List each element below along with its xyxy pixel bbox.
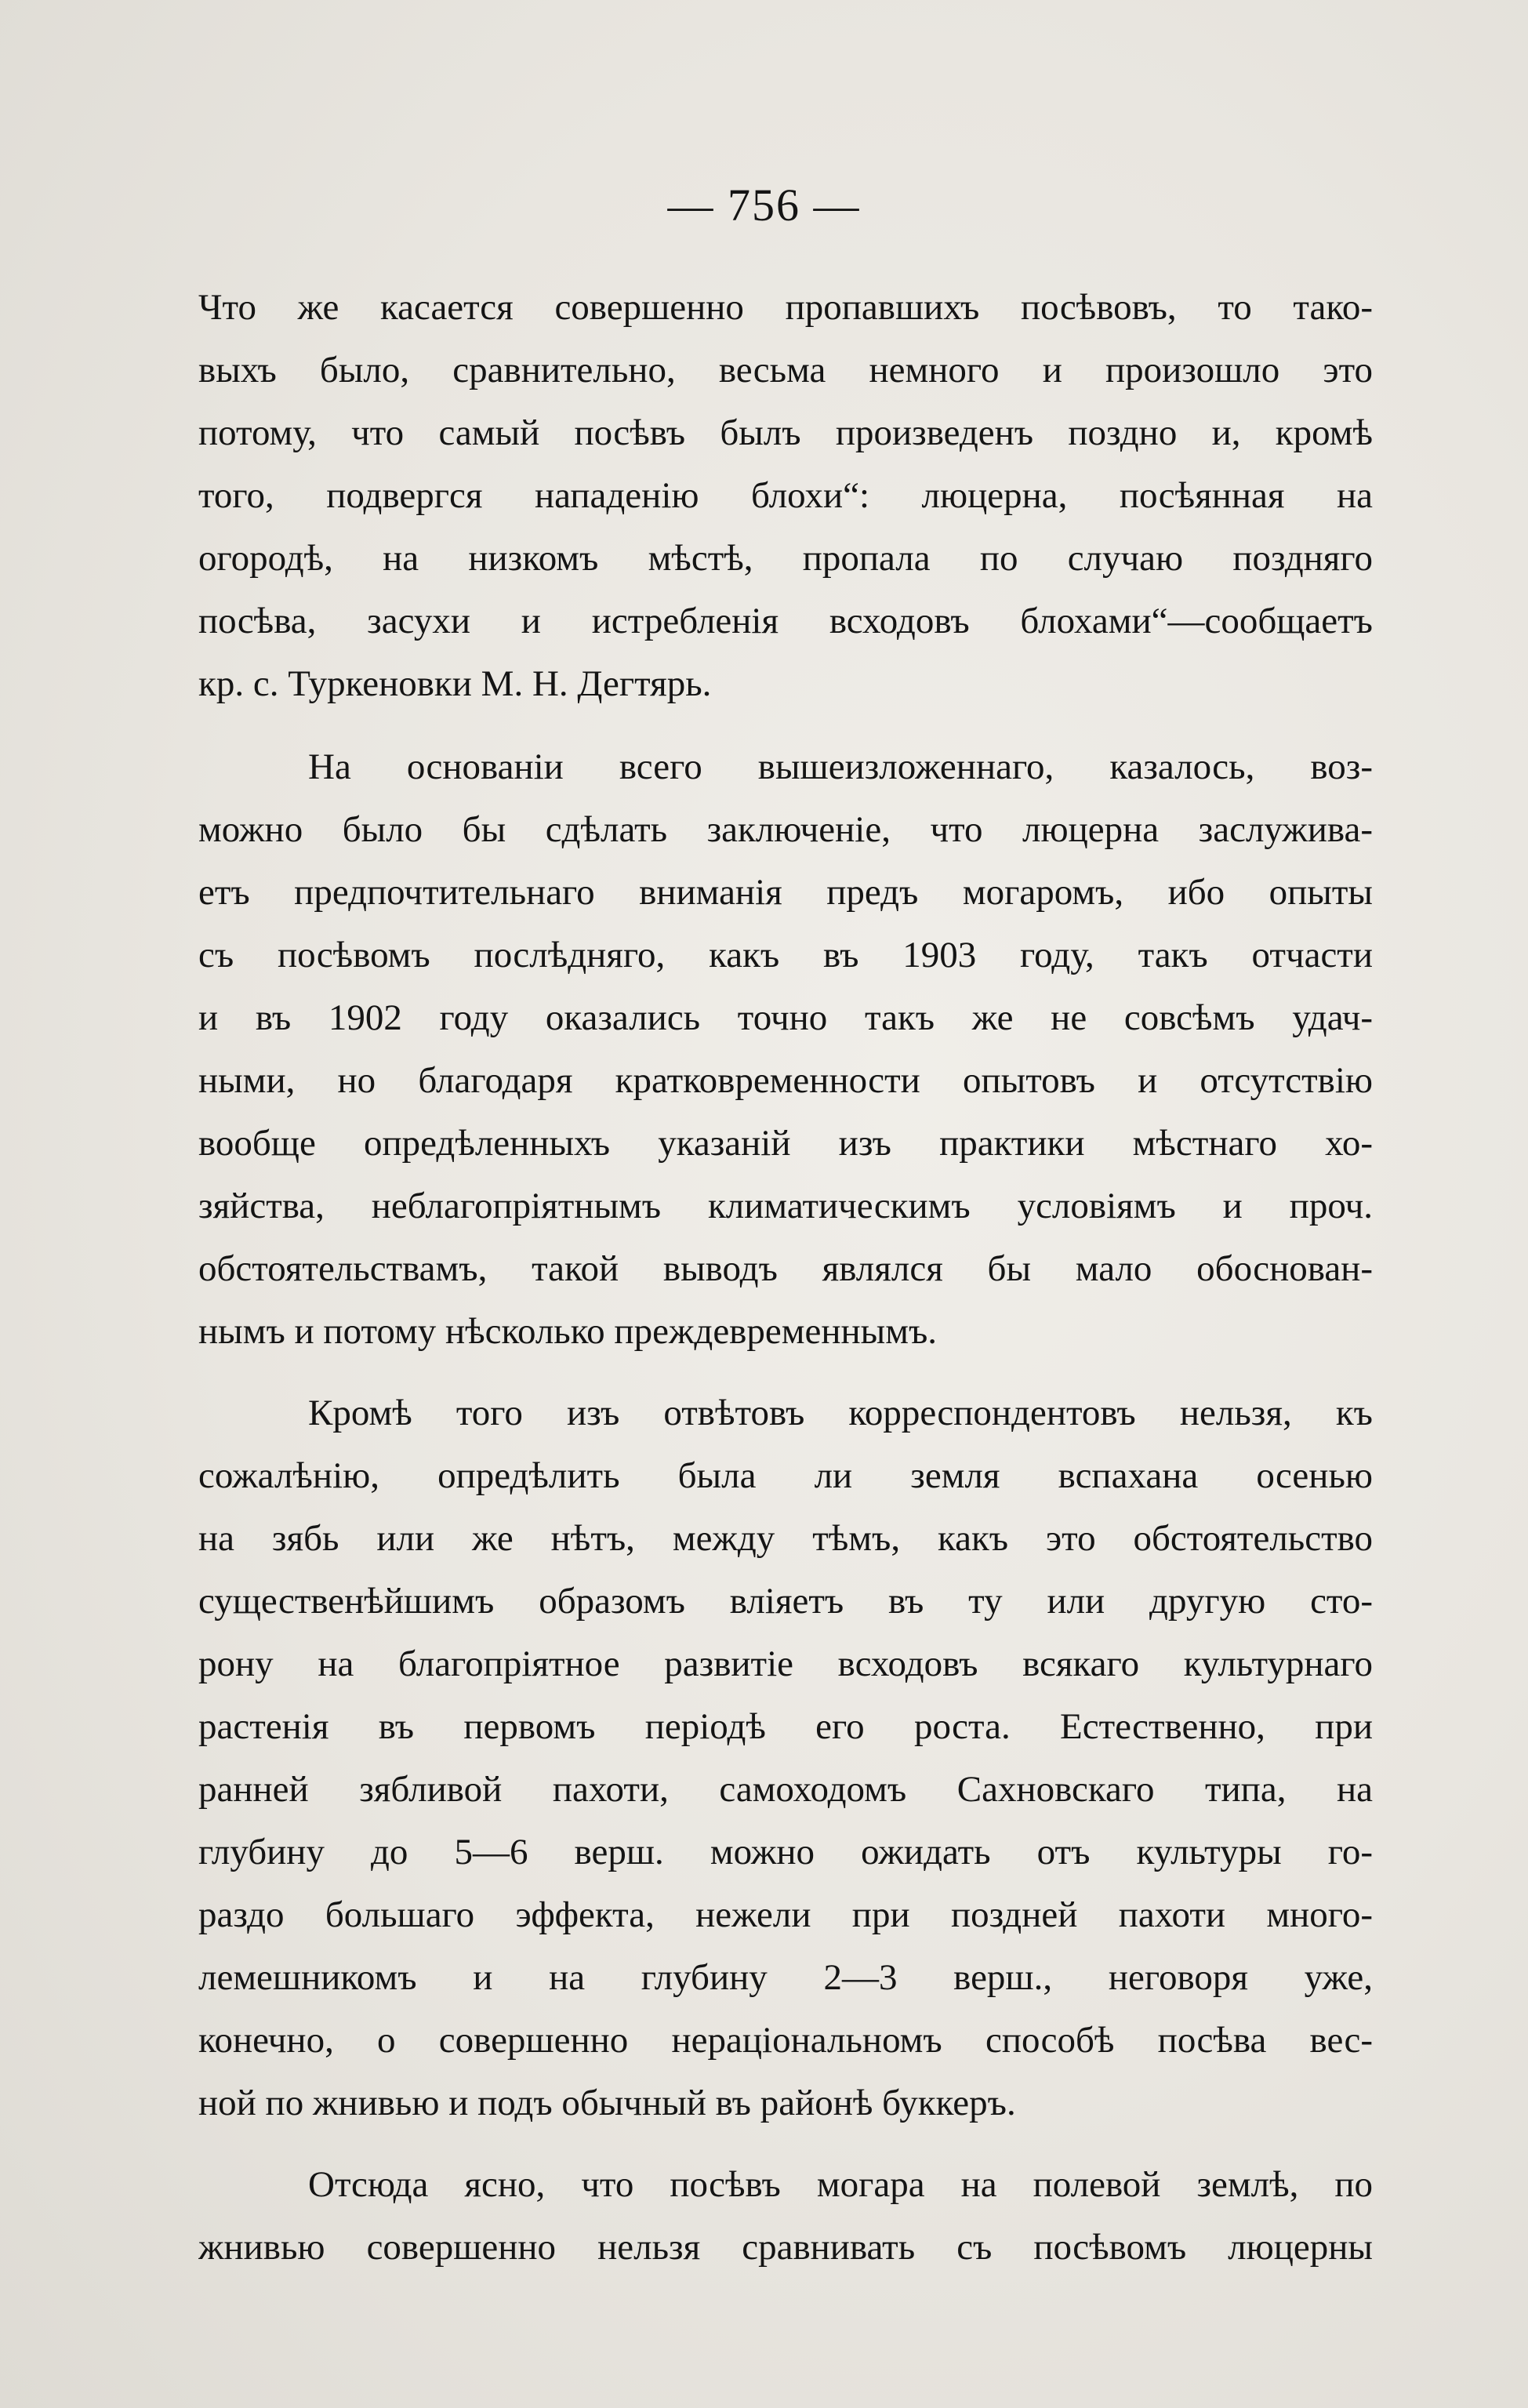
text-line: ными, но благодаря кратковременности опытовъ и отсутствію	[198, 1060, 1373, 1101]
text-line: вообще опредѣленныхъ указаній изъ практики мѣстнаго хо-	[198, 1123, 1373, 1164]
text-line: сожалѣнію, опредѣлить была ли земля вспахана осенью	[198, 1455, 1373, 1496]
page-number: — 756 —	[667, 180, 861, 231]
text-line: Отсюда ясно, что посѣвъ могара на полевой землѣ, по	[308, 2164, 1373, 2205]
text-line: нымъ и потому нѣсколько преждевременнымъ.	[198, 1311, 938, 1352]
text-line: глубину до 5—6 верш. можно ожидать отъ культуры го-	[198, 1832, 1373, 1872]
text-line: На основаніи всего вышеизложеннаго, казалось, воз-	[308, 746, 1373, 787]
text-line: и въ 1902 году оказались точно такъ же не совсѣмъ удач-	[198, 997, 1373, 1038]
text-line: лемешникомъ и на глубину 2—3 верш., неговоря уже,	[198, 1957, 1373, 1998]
text-line: посѣва, засухи и истребленія всходовъ блохами“—сообщаетъ	[198, 601, 1373, 641]
text-line: обстоятельствамъ, такой выводъ являлся бы мало обоснован-	[198, 1248, 1373, 1289]
text-line: на зябь или же нѣтъ, между тѣмъ, какъ это обстоятельство	[198, 1518, 1373, 1559]
text-line: огородѣ, на низкомъ мѣстѣ, пропала по случаю поздняго	[198, 538, 1373, 579]
text-line: потому, что самый посѣвъ былъ произведенъ поздно и, кромѣ	[198, 412, 1373, 453]
text-line: Что же касается совершенно пропавшихъ посѣвовъ, то тако-	[198, 287, 1373, 328]
text-line: раздо большаго эффекта, нежели при поздней пахоти много-	[198, 1894, 1373, 1935]
text-line: ной по жнивью и подъ обычный въ районѣ буккеръ.	[198, 2083, 1016, 2123]
text-line: можно было бы сдѣлать заключеніе, что люцерна заслужива-	[198, 809, 1373, 850]
text-line: выхъ было, сравнительно, весьма немного и произошло это	[198, 350, 1373, 390]
text-line: зяйства, неблагопріятнымъ климатическимъ условіямъ и проч.	[198, 1186, 1373, 1226]
text-line: существенѣйшимъ образомъ вліяетъ въ ту или другую сто-	[198, 1581, 1373, 1622]
text-line: етъ предпочтительнаго вниманія предъ могаромъ, ибо опыты	[198, 872, 1373, 913]
text-line: того, подвергся нападенію блохи“: люцерна, посѣянная на	[198, 475, 1373, 516]
text-line: конечно, о совершенно нераціональномъ способѣ посѣва вес-	[198, 2020, 1373, 2061]
text-line: Кромѣ того изъ отвѣтовъ корреспондентовъ нельзя, къ	[308, 1393, 1373, 1433]
text-line: растенія въ первомъ періодѣ его роста. Естественно, при	[198, 1706, 1373, 1747]
text-line: съ посѣвомъ послѣдняго, какъ въ 1903 году, такъ отчасти	[198, 935, 1373, 975]
text-line: жнивью совершенно нельзя сравнивать съ посѣвомъ люцерны	[198, 2227, 1373, 2268]
text-line: рону на благопріятное развитіе всходовъ всякаго культурнаго	[198, 1643, 1373, 1684]
text-line: кр. с. Туркеновки М. Н. Дегтярь.	[198, 663, 712, 704]
text-line: ранней зябливой пахоти, самоходомъ Сахновскаго типа, на	[198, 1769, 1373, 1810]
